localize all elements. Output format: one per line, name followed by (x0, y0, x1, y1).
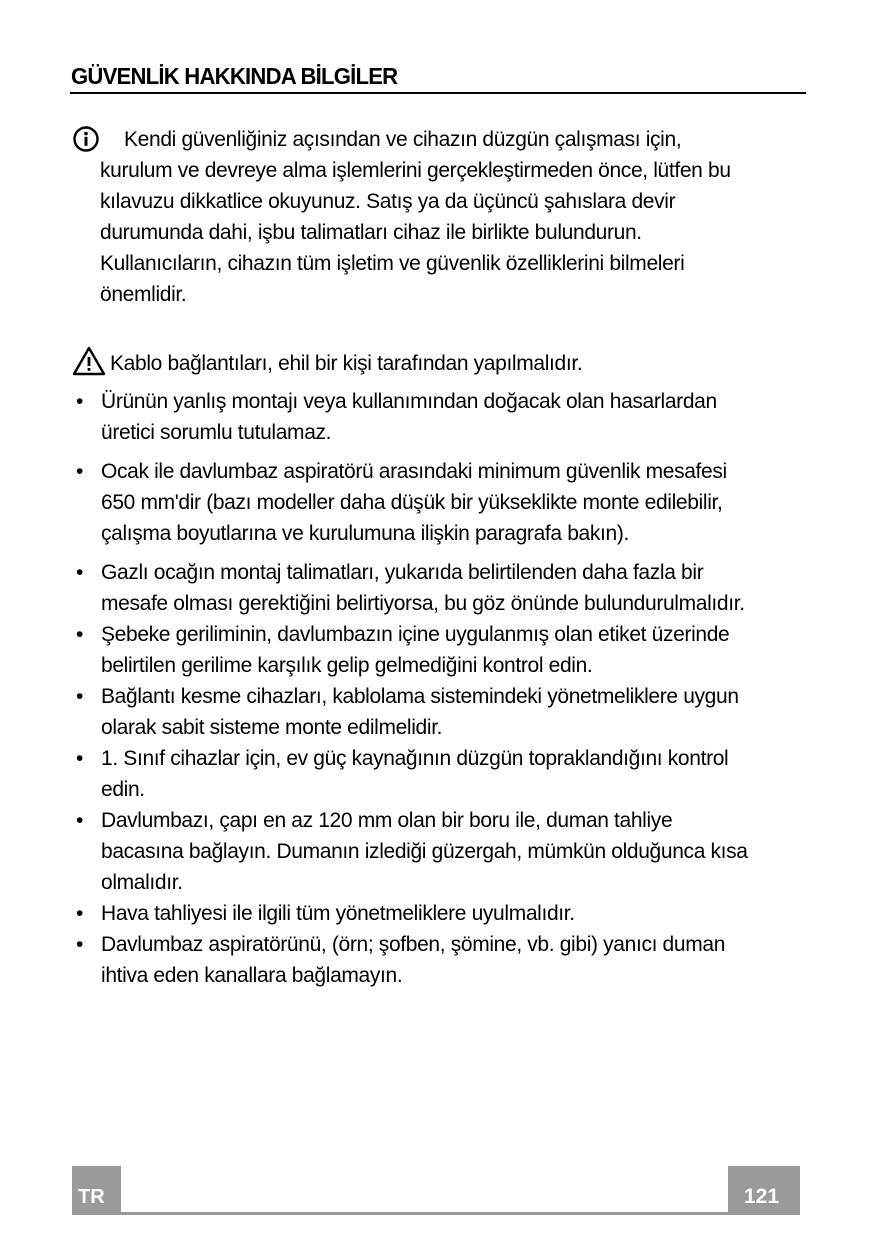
list-item-line: olarak sabit sisteme monte edilmelidir. (101, 716, 443, 739)
section-heading (70, 60, 806, 94)
list-item-line: belirtilen gerilime karşılık gelip gelmediğini kontrol edin. (101, 654, 593, 677)
info-icon (72, 125, 100, 153)
warning-note (72, 346, 582, 379)
list-item-line: mesafe olması gerektiğini belirtiyorsa, bu göz önünde bulundurulmalıdır. (101, 592, 745, 615)
list-item (72, 557, 792, 619)
bullet-icon: • (76, 623, 84, 646)
bullet-icon: • (76, 685, 84, 708)
section-title: GÜVENLİK HAKKINDA BİLGİLER (71, 63, 398, 89)
info-line: Kullanıcıların, cihazın tüm işletim ve güvenlik özelliklerini bilmeleri (100, 252, 685, 275)
page-number-badge (728, 1166, 800, 1215)
language-badge (72, 1166, 121, 1215)
list-item-line: 1. Sınıf cihazlar için, ev güç kaynağının düzgün topraklandığını kontrol (101, 747, 729, 770)
info-line: durumunda dahi, işbu talimatları cihaz ile birlikte bulundurun. (100, 221, 642, 244)
list-item (72, 456, 792, 549)
warning-icon (72, 346, 106, 376)
list-item-line: çalışma boyutlarına ve kurulumuna ilişkin paragrafa bakın). (101, 522, 629, 545)
list-item-line: Hava tahliyesi ile ilgili tüm yönetmeliklere uyulmalıdır. (101, 902, 575, 925)
bullet-icon: • (76, 390, 84, 413)
list-item-line: Bağlantı kesme cihazları, kablolama sistemindeki yönetmeliklere uygun (101, 685, 739, 708)
info-line: kurulum ve devreye alma işlemlerini gerçekleştirmeden önce, lütfen bu (100, 159, 731, 182)
list-item-line: edin. (101, 778, 145, 801)
list-item-line: Davlumbazı, çapı en az 120 mm olan bir boru ile, duman tahliye (101, 809, 673, 832)
list-item-line: 650 mm'dir (bazı modeller daha düşük bir yükseklikte monte edilebilir, (101, 491, 723, 514)
list-item (72, 805, 792, 898)
list-item (72, 619, 792, 681)
list-item-line: Şebeke geriliminin, davlumbazın içine uygulanmış olan etiket üzerinde (101, 623, 730, 646)
list-item-line: Gazlı ocağın montaj talimatları, yukarıda belirtilenden daha fazla bir (101, 561, 704, 584)
list-item (72, 386, 792, 448)
info-line: Kendi güvenliğiniz açısından ve cihazın düzgün çalışması için, (124, 128, 682, 151)
bullet-icon: • (76, 933, 84, 956)
list-item (72, 929, 792, 991)
list-item-line: Ocak ile davlumbaz aspiratörü arasındaki minimum güvenlik mesafesi (101, 460, 727, 483)
bullet-icon: • (76, 902, 84, 925)
list-item-line: Ürünün yanlış montajı veya kullanımından doğacak olan hasarlardan (101, 390, 717, 413)
info-line: kılavuzu dikkatlice okuyunuz. Satış ya da üçüncü şahıslara devir (100, 190, 676, 213)
bullet-icon: • (76, 561, 84, 584)
list-item-line: ihtiva eden kanallara bağlamayın. (101, 964, 403, 987)
footer-rule (72, 1212, 800, 1215)
list-item-line: bacasına bağlayın. Dumanın izlediği güzergah, mümkün olduğunca kısa (101, 840, 748, 863)
safety-list (72, 386, 792, 991)
bullet-icon: • (76, 747, 84, 770)
list-item-line: olmalıdır. (101, 871, 183, 894)
info-paragraph (100, 124, 790, 310)
bullet-icon: • (76, 460, 84, 483)
warning-text: Kablo bağlantıları, ehil bir kişi tarafından yapılmalıdır. (110, 352, 583, 375)
list-item-line: Davlumbaz aspiratörünü, (örn; şofben, şömine, vb. gibi) yanıcı duman (101, 933, 726, 956)
list-item (72, 898, 792, 929)
list-item-line: üretici sorumlu tutulamaz. (101, 421, 332, 444)
list-item (72, 743, 792, 805)
info-line: önemlidir. (100, 283, 187, 306)
language-code: TR (78, 1186, 105, 1208)
page-number: 121 (744, 1185, 780, 1208)
bullet-icon: • (76, 809, 84, 832)
list-item (72, 681, 792, 743)
